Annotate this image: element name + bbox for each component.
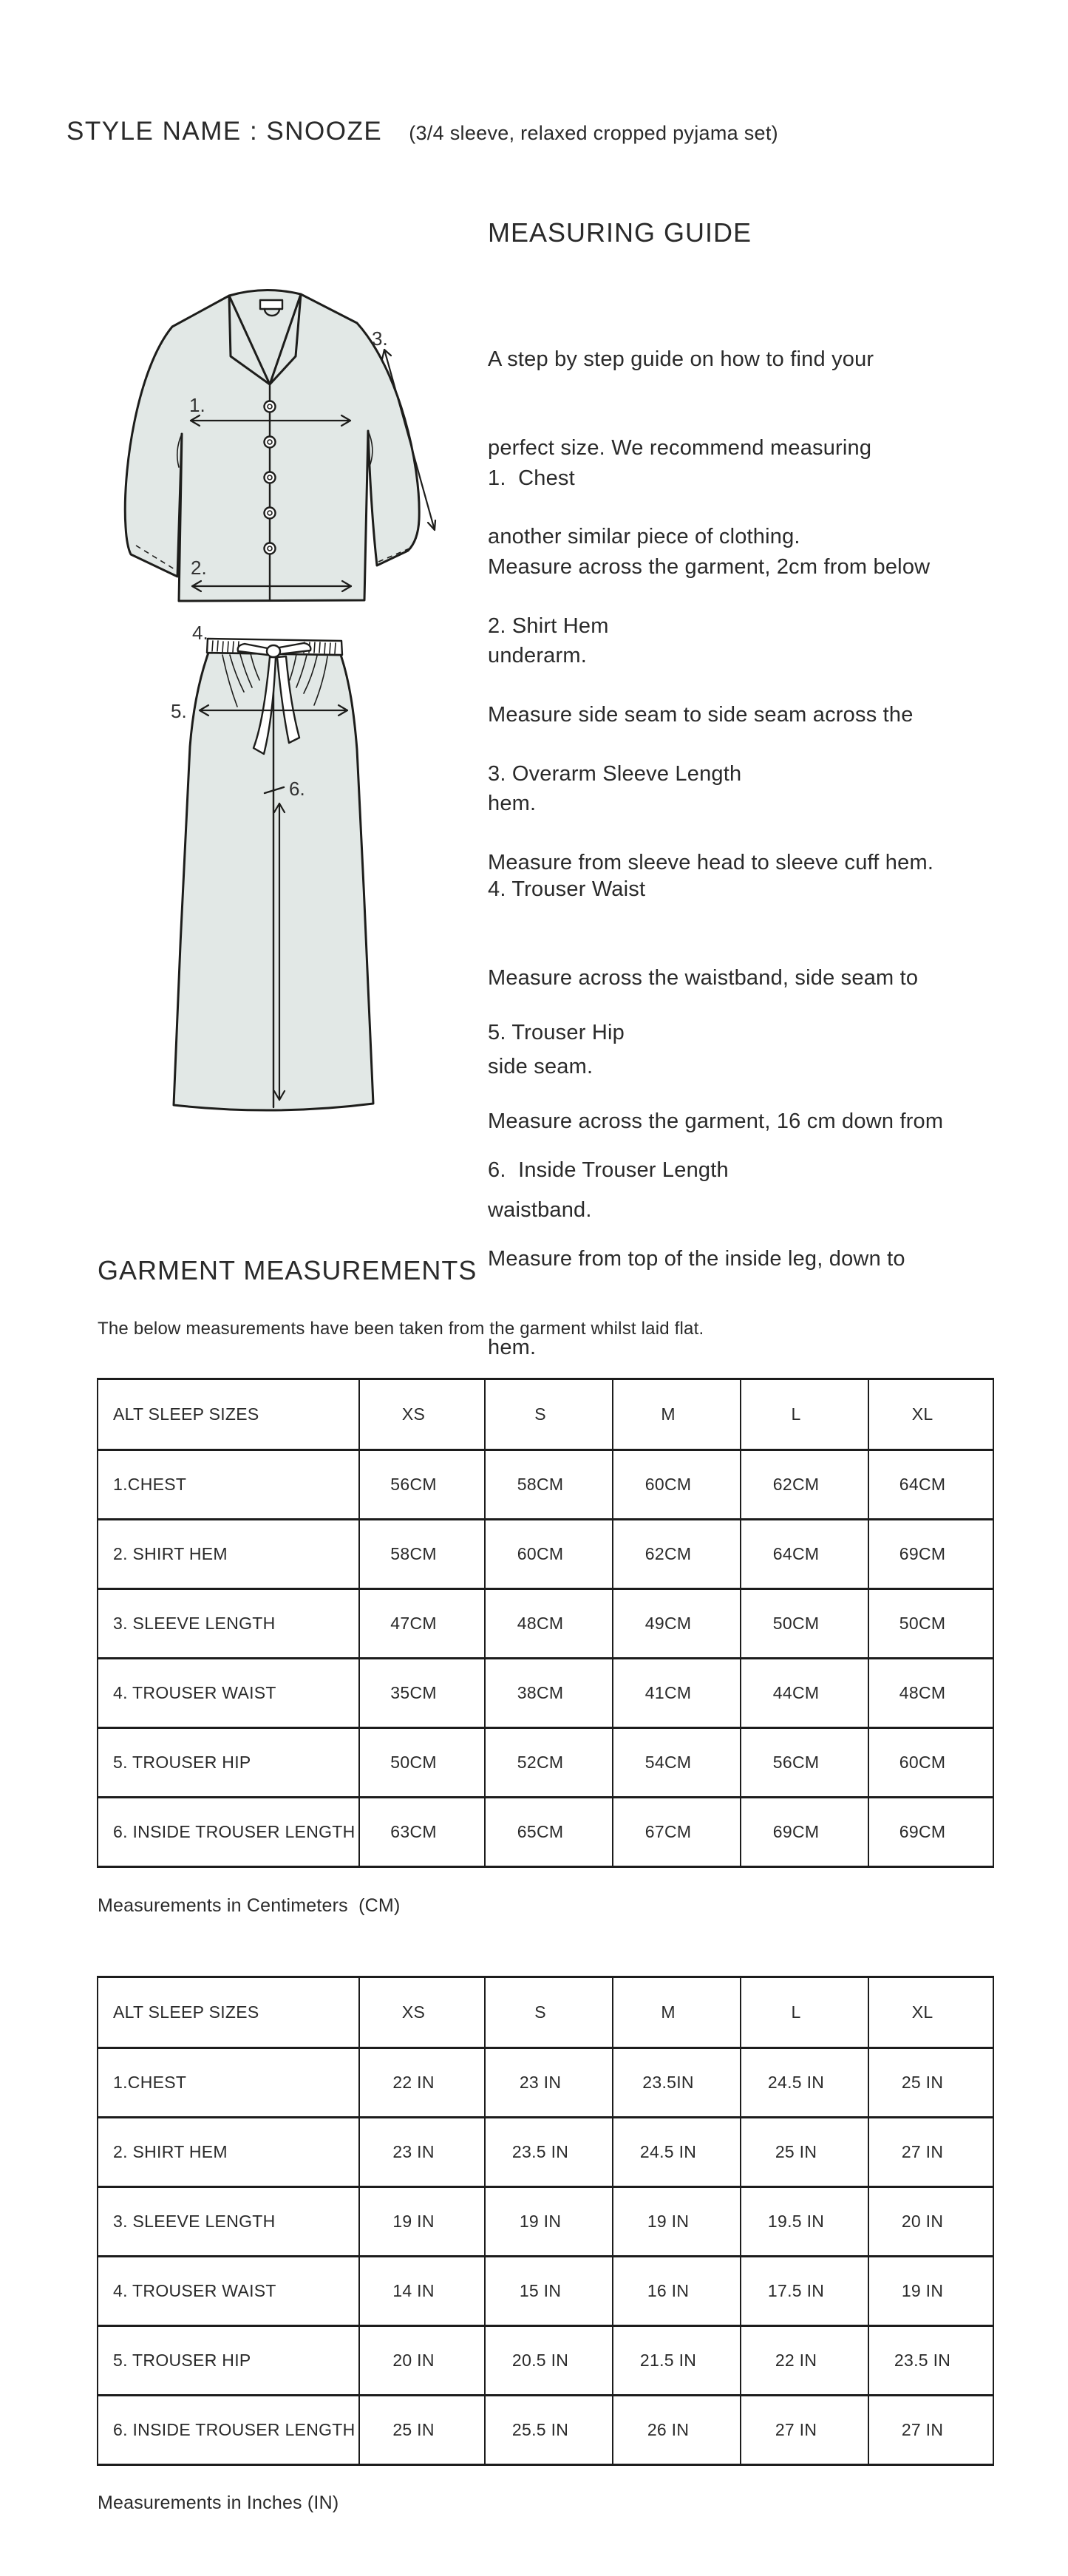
measurement-value: 25 IN (359, 2396, 485, 2465)
measurement-value: 21.5 IN (613, 2326, 741, 2396)
measurement-value: 50CM (868, 1589, 993, 1659)
measurement-value: 20 IN (359, 2326, 485, 2396)
step-line: underarm. (488, 644, 587, 667)
measurement-value: 19.5 IN (741, 2187, 868, 2257)
measurement-value: 41CM (613, 1659, 741, 1728)
measurement-label: 4. TROUSER WAIST (98, 2257, 359, 2326)
measure-label-3: 3. (372, 327, 388, 350)
measurement-value: 27 IN (868, 2118, 993, 2187)
measurement-value: 62CM (741, 1450, 868, 1520)
column-header-size: L (741, 1977, 868, 2048)
measure-label-2: 2. (191, 557, 207, 579)
table-row (98, 2048, 993, 2118)
measurement-value: 58CM (485, 1450, 613, 1520)
measurement-value: 54CM (613, 1728, 741, 1798)
measurements-table-in (97, 1976, 994, 2466)
back-neck-label (260, 300, 282, 309)
column-header-size: S (485, 1977, 613, 2048)
measurement-value: 67CM (613, 1798, 741, 1867)
measurement-value: 16 IN (613, 2257, 741, 2326)
measurement-label: 3. SLEEVE LENGTH (98, 2187, 359, 2257)
table-row (98, 1450, 993, 1520)
step-line: hem. (488, 1336, 537, 1359)
measurement-value: 19 IN (359, 2187, 485, 2257)
measurement-label: 6. INSIDE TROUSER LENGTH (98, 2396, 359, 2465)
measurement-value: 24.5 IN (613, 2118, 741, 2187)
column-header-size: S (485, 1379, 613, 1450)
step-line: side seam. (488, 1055, 593, 1078)
intro-line: another similar piece of clothing. (488, 525, 800, 548)
table-row (98, 2187, 993, 2257)
measurement-label: 5. TROUSER HIP (98, 1728, 359, 1798)
measurement-value: 60CM (868, 1728, 993, 1798)
measurement-value: 20.5 IN (485, 2326, 613, 2396)
column-header-label: ALT SLEEP SIZES (98, 1379, 359, 1450)
measurement-label: 2. SHIRT HEM (98, 2118, 359, 2187)
measure-label-6: 6. (289, 778, 305, 800)
measurement-label: 3. SLEEVE LENGTH (98, 1589, 359, 1659)
column-header-size: XS (359, 1977, 485, 2048)
measurement-value: 47CM (359, 1589, 485, 1659)
step-line: Measure across the garment, 2cm from below (488, 555, 931, 579)
measurement-value: 14 IN (359, 2257, 485, 2326)
intro-line: A step by step guide on how to find your (488, 347, 874, 371)
measurement-value: 22 IN (741, 2326, 868, 2396)
measurement-value: 64CM (741, 1520, 868, 1589)
step-line: Measure from top of the inside leg, down to (488, 1247, 905, 1271)
intro-line: perfect size. We recommend measuring (488, 436, 872, 460)
measurement-label: 5. TROUSER HIP (98, 2326, 359, 2396)
table-row (98, 1798, 993, 1867)
measure-label-5: 5. (171, 700, 187, 722)
step-line: waistband. (488, 1198, 592, 1222)
step-title: 3. Overarm Sleeve Length (488, 762, 742, 786)
measurement-value: 19 IN (613, 2187, 741, 2257)
measurement-value: 48CM (868, 1659, 993, 1728)
measurement-value: 19 IN (485, 2187, 613, 2257)
measurement-value: 25 IN (868, 2048, 993, 2118)
measure-label-4: 4. (192, 622, 208, 644)
measurements-table-cm (97, 1378, 994, 1868)
measurement-value: 48CM (485, 1589, 613, 1659)
measurement-value: 50CM (359, 1728, 485, 1798)
measurement-value: 17.5 IN (741, 2257, 868, 2326)
column-header-size: XL (868, 1977, 993, 2048)
table-header-row (98, 1977, 993, 2048)
style-name: STYLE NAME : SNOOZE (67, 117, 383, 146)
measuring-guide-heading: MEASURING GUIDE (488, 217, 752, 248)
page-title (67, 117, 778, 146)
measurement-value: 23.5 IN (868, 2326, 993, 2396)
measurement-label: 1.CHEST (98, 2048, 359, 2118)
measurement-value: 49CM (613, 1589, 741, 1659)
measurement-value: 44CM (741, 1659, 868, 1728)
table-row (98, 1520, 993, 1589)
measurement-value: 52CM (485, 1728, 613, 1798)
table-row (98, 2396, 993, 2465)
measurement-value: 27 IN (868, 2396, 993, 2465)
measurement-label: 2. SHIRT HEM (98, 1520, 359, 1589)
measurement-value: 19 IN (868, 2257, 993, 2326)
step-title: 4. Trouser Waist (488, 877, 646, 901)
measurement-value: 62CM (613, 1520, 741, 1589)
measurement-value: 50CM (741, 1589, 868, 1659)
table-row (98, 2118, 993, 2187)
table-row (98, 1659, 993, 1728)
step-title: 2. Shirt Hem (488, 614, 609, 638)
column-header-size: L (741, 1379, 868, 1450)
garment-measurements-subtitle: The below measurements have been taken from the garment whilst laid flat. (98, 1319, 704, 1339)
step-title: 5. Trouser Hip (488, 1021, 625, 1044)
measurement-value: 15 IN (485, 2257, 613, 2326)
step-line: Measure side seam to side seam across the (488, 703, 914, 727)
measurement-value: 27 IN (741, 2396, 868, 2465)
measurement-value: 23 IN (359, 2118, 485, 2187)
step-line: Measure across the waistband, side seam to (488, 966, 919, 990)
measurement-value: 23 IN (485, 2048, 613, 2118)
measurement-value: 25 IN (741, 2118, 868, 2187)
step-line: Measure from sleeve head to sleeve cuff hem. (488, 851, 934, 874)
cm-table-caption: Measurements in Centimeters (CM) (98, 1895, 401, 1916)
measurement-value: 25.5 IN (485, 2396, 613, 2465)
column-header-label: ALT SLEEP SIZES (98, 1977, 359, 2048)
table-header-row (98, 1379, 993, 1450)
measurement-value: 56CM (359, 1450, 485, 1520)
measurement-value: 56CM (741, 1728, 868, 1798)
measurement-label: 1.CHEST (98, 1450, 359, 1520)
in-table-caption: Measurements in Inches (IN) (98, 2492, 339, 2513)
measurement-value: 22 IN (359, 2048, 485, 2118)
measurement-value: 63CM (359, 1798, 485, 1867)
column-header-size: M (613, 1977, 741, 2048)
style-description: (3/4 sleeve, relaxed cropped pyjama set) (409, 122, 778, 144)
pyjama-shirt-illustration (103, 281, 443, 614)
table-row (98, 1589, 993, 1659)
measurement-label: 6. INSIDE TROUSER LENGTH (98, 1798, 359, 1867)
measurement-value: 24.5 IN (741, 2048, 868, 2118)
column-header-size: M (613, 1379, 741, 1450)
measurement-value: 23.5 IN (485, 2118, 613, 2187)
table-row (98, 1728, 993, 1798)
step-line: Measure across the garment, 16 cm down from (488, 1109, 944, 1133)
step-line: hem. (488, 792, 537, 815)
measurement-value: 38CM (485, 1659, 613, 1728)
measurement-value: 65CM (485, 1798, 613, 1867)
pyjama-trousers-illustration (159, 621, 388, 1124)
step-title: 6. Inside Trouser Length (488, 1158, 729, 1182)
measure-label-1: 1. (189, 394, 205, 416)
column-header-size: XL (868, 1379, 993, 1450)
measurement-value: 69CM (741, 1798, 868, 1867)
measurement-value: 69CM (868, 1520, 993, 1589)
step-title: 1. Chest (488, 466, 575, 490)
column-header-size: XS (359, 1379, 485, 1450)
measurement-value: 64CM (868, 1450, 993, 1520)
measurement-value: 20 IN (868, 2187, 993, 2257)
garment-measurements-heading: GARMENT MEASUREMENTS (98, 1255, 477, 1285)
measurement-value: 60CM (613, 1450, 741, 1520)
measurement-value: 35CM (359, 1659, 485, 1728)
table-row (98, 2257, 993, 2326)
measurement-value: 60CM (485, 1520, 613, 1589)
measurement-value: 23.5IN (613, 2048, 741, 2118)
table-row (98, 2326, 993, 2396)
measurement-label: 4. TROUSER WAIST (98, 1659, 359, 1728)
measurement-value: 69CM (868, 1798, 993, 1867)
measurement-value: 58CM (359, 1520, 485, 1589)
measurement-value: 26 IN (613, 2396, 741, 2465)
step-inside-trouser-length (488, 1096, 905, 1421)
